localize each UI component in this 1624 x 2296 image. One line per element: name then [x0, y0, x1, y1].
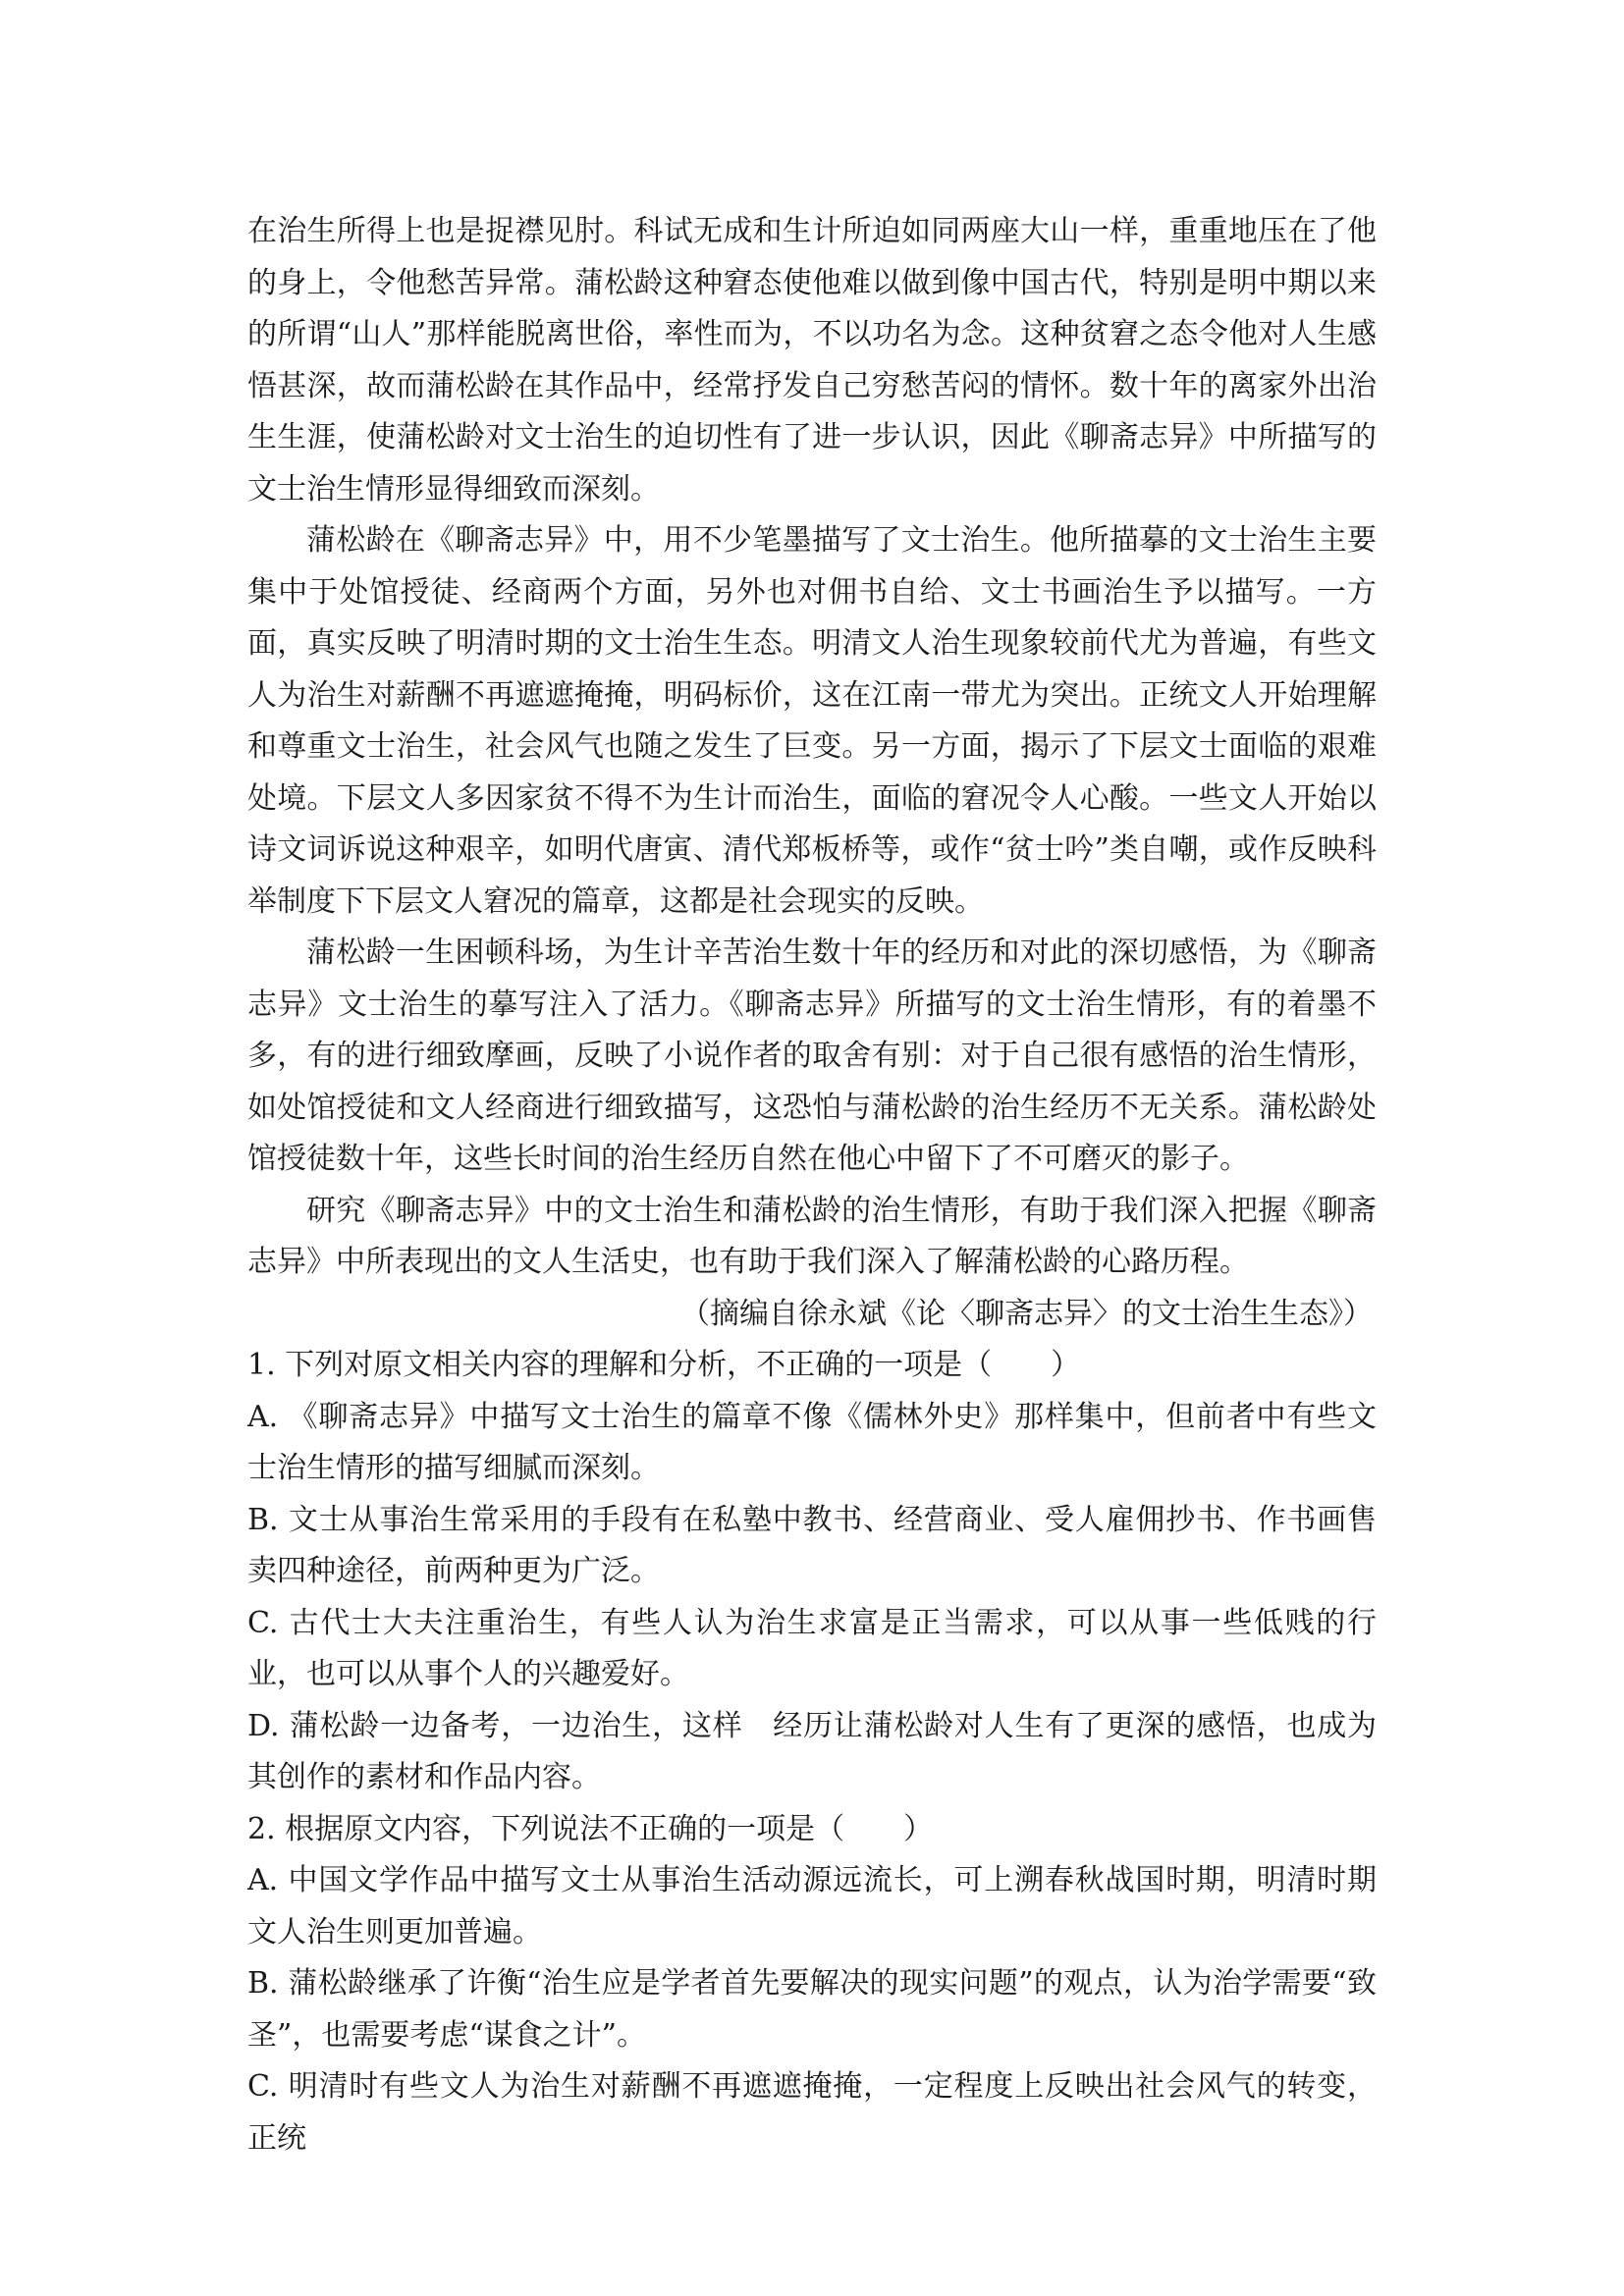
article-paragraph-4: 研究《聊斋志异》中的文士治生和蒲松龄的治生情形，有助于我们深入把握《聊斋志异》中所表现出的文人生活史，也有助于我们深入了解蒲松龄的心路历程。 — [247, 1193, 1377, 1279]
question-2-option-b: B. 蒲松龄继承了许衡“治生应是学者首先要解决的现实问题”的观点，认为治学需要“致圣”，也需要考虑“谋食之计”。 — [247, 1966, 1377, 2053]
question-1-option-c: C. 古代士大夫注重治生，有些人认为治生求富是正当需求，可以从事一些低贱的行业，也可以从事个人的兴趣爱好。 — [247, 1605, 1377, 1691]
article-paragraph-3: 蒲松龄一生困顿科场，为生计辛苦治生数十年的经历和对此的深切感悟，为《聊斋志异》文士治生的摹写注入了活力。《聊斋志异》所描写的文士治生情形，有的着墨不多，有的进行细致摩画，反映了小说作者的取舍有别：对于自己很有感悟的治生情形，如处馆授徒和文人经商进行细致描写，这恐怕与蒲松龄的治生经历不无关系。蒲松龄处馆授徒数十年，这些长时间的治生经历自然在他心中留下了不可磨灭的影子。 — [247, 935, 1377, 1176]
question-2 — [247, 1804, 1377, 2165]
question-2-option-a: A. 中国文学作品中描写文士从事治生活动源远流长，可上溯春秋战国时期，明清时期文人治生则更加普遍。 — [247, 1863, 1377, 1949]
article-paragraph-1: 在治生所得上也是捉襟见肘。科试无成和生计所迫如同两座大山一样，重重地压在了他的身上，令他愁苦异常。蒲松龄这种窘态使他难以做到像中国古代，特别是明中期以来的所谓“山人”那样能脱离世俗，率性而为，不以功名为念。这种贫窘之态令他对人生感悟甚深，故而蒲松龄在其作品中，经常抒发自己穷愁苦闷的情怀。数十年的离家外出治生生涯，使蒲松龄对文士治生的迫切性有了进一步认识，因此《聊斋志异》中所描写的文士治生情形显得细致而深刻。 — [247, 214, 1377, 507]
question-1-stem: 1. 下列对原文相关内容的理解和分析，不正确的一项是（ ） — [247, 1348, 1081, 1382]
document-page — [247, 206, 1377, 2164]
question-1-option-a: A. 《聊斋志异》中描写文士治生的篇章不像《儒林外史》那样集中，但前者中有些文士治生情形的描写细腻而深刻。 — [247, 1399, 1377, 1485]
article-source: （摘编自徐永斌《论〈聊斋志异〉的文士治生生态》） — [680, 1296, 1373, 1331]
question-2-option-c: C. 明清时有些文人为治生对薪酬不再遮遮掩掩，一定程度上反映出社会风气的转变，正统 — [247, 2069, 1377, 2156]
question-2-stem: 2. 根据原文内容，下列说法不正确的一项是（ ） — [247, 1811, 934, 1846]
question-1-option-d: D. 蒲松龄一边备考，一边治生，这样 经历让蒲松龄对人生有了更深的感悟，也成为其创作的素材和作品内容。 — [247, 1708, 1377, 1794]
question-1 — [247, 1340, 1377, 1804]
article-paragraph-2: 蒲松龄在《聊斋志异》中，用不少笔墨描写了文士治生。他所描摹的文士治生主要集中于处馆授徒、经商两个方面，另外也对佣书自给、文士书画治生予以描写。一方面，真实反映了明清时期的文士治生生态。明清文人治生现象较前代尤为普遍，有些文人为治生对薪酬不再遮遮掩掩，明码标价，这在江南一带尤为突出。正统文人开始理解和尊重文士治生，社会风气也随之发生了巨变。另一方面，揭示了下层文士面临的艰难处境。下层文人多因家贫不得不为生计而治生，面临的窘况令人心酸。一些文人开始以诗文词诉说这种艰辛，如明代唐寅、清代郑板桥等，或作“贫士吟”类自嘲，或作反映科举制度下下层文人窘况的篇章，这都是社会现实的反映。 — [247, 523, 1377, 919]
question-1-option-b: B. 文士从事治生常采用的手段有在私塾中教书、经营商业、受人雇佣抄书、作书画售卖四种途径，前两种更为广泛。 — [247, 1502, 1377, 1588]
